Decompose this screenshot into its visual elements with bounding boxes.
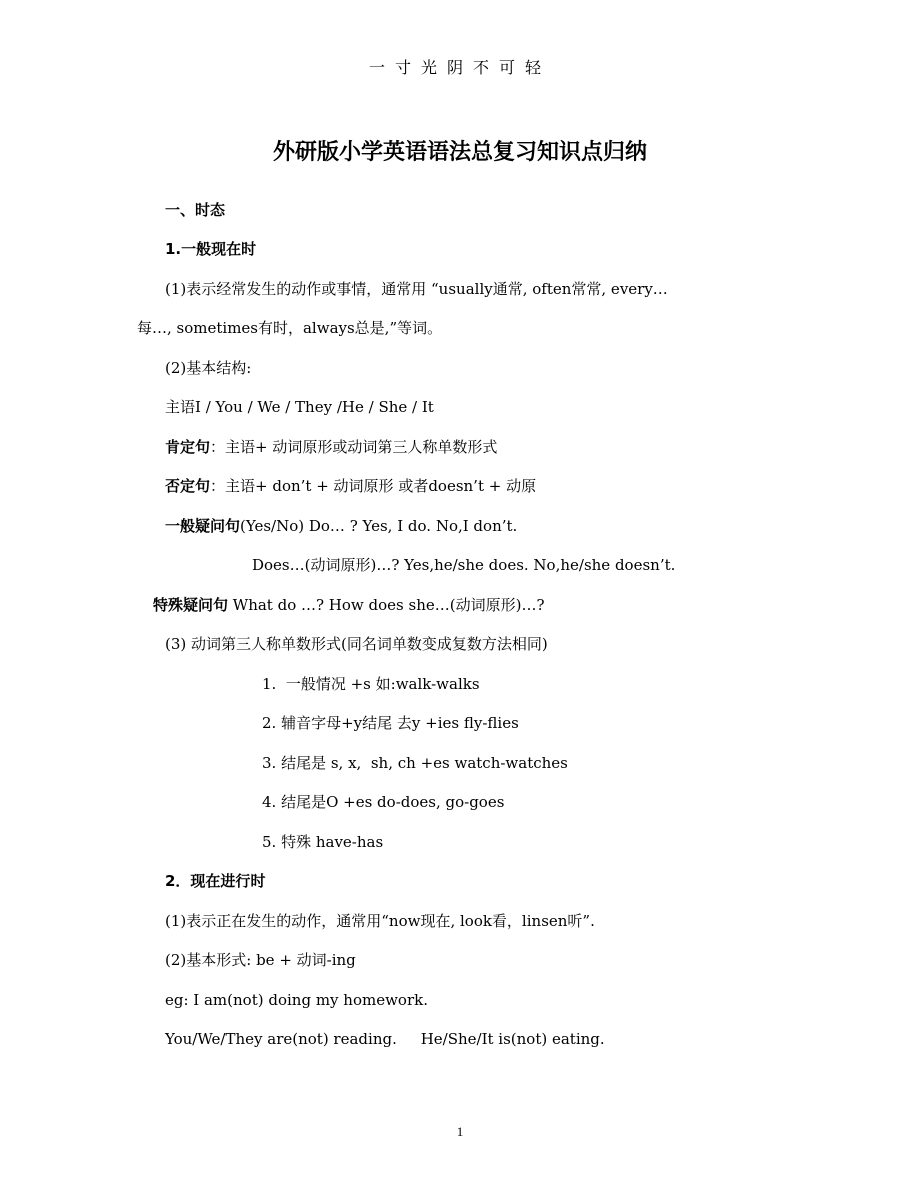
affirmative-label: 肯定句 [165,438,211,456]
rule-item: 5. 特殊 have-has [262,833,384,851]
basic-structure-label: (2)基本结构: [165,359,252,377]
wh-question-text: What do …? How does she…(动词原形)…? [228,596,545,614]
affirmative-text: ：主语+ 动词原形或动词第三人称单数形式 [210,438,498,456]
negative-label: 否定句 [165,477,211,495]
page-header-motto: 一寸光阴不可轻 [368,58,551,77]
subheading-simple-present: 1.一般现在时 [165,240,257,258]
continuous-usage: (1)表示正在发生的动作，通常用“now现在, look看，linsen听”. [165,912,595,930]
does-question-line: Does…(动词原形)…? Yes,he/she does. No,he/she doesn’t. [252,556,676,574]
example-line-1: eg: I am(not) doing my homework. [165,991,428,1009]
affirmative-line [165,437,497,457]
third-person-heading: (3) 动词第三人称单数形式(同名词单数变成复数方法相同) [165,635,548,653]
section-heading-tenses: 一、时态 [165,201,226,219]
paragraph-usage-line1: (1)表示经常发生的动作或事情，通常用 “usually通常, often常常, every… [165,280,668,298]
example-line-2: You/We/They are(not) reading. He/She/It is(not) eating. [165,1030,605,1048]
page-title: 外研版小学英语语法总复习知识点归纳 [272,140,647,165]
wh-question-line [153,595,545,615]
rule-item: 4. 结尾是O +es do-does, go-goes [262,793,505,811]
wh-question-label: 特殊疑问句 [153,596,229,614]
yes-no-question-label: 一般疑问句 [165,517,241,535]
rule-item: 3. 结尾是 s, x, sh, ch +es watch-watches [262,754,568,772]
subheading-present-continuous: 2．现在进行时 [165,872,266,890]
yes-no-question-line [165,516,517,536]
negative-text: ：主语+ don’t + 动词原形 或者doesn’t + 动原 [210,477,537,495]
subject-list: 主语I / You / We / They /He / She / It [165,398,434,416]
paragraph-usage-line2: 每…, sometimes有时，always总是,”等词。 [137,319,443,337]
page-number: 1 [456,1124,464,1139]
rule-item: 2. 辅音字母+y结尾 去y +ies fly-flies [262,714,519,732]
rule-item: 1. 一般情况 +s 如:walk-walks [262,675,480,693]
yes-no-question-text: (Yes/No) Do… ? Yes, I do. No,I don’t. [240,517,518,535]
continuous-form: (2)基本形式: be + 动词-ing [165,951,356,969]
negative-line [165,476,536,496]
